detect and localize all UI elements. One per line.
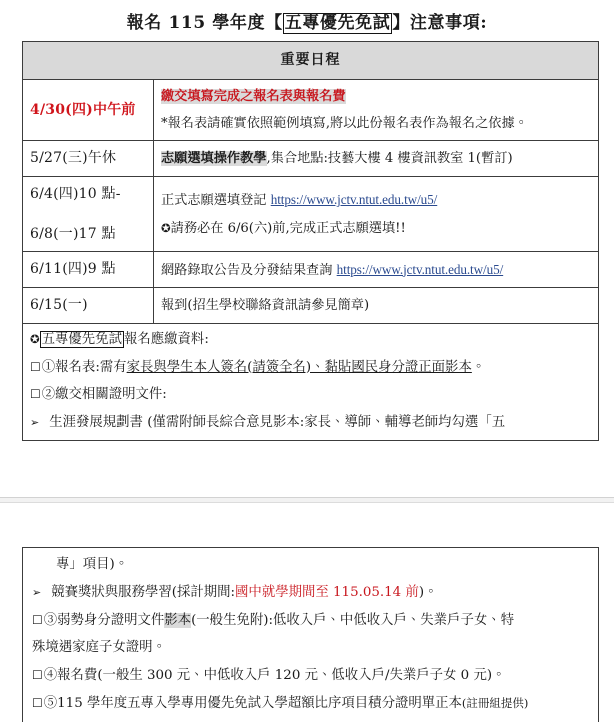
table-row (23, 252, 599, 288)
detail-text: 網路錄取公告及分發結果查詢 (161, 262, 337, 278)
row-date-cell: 5/27(三)午休 (23, 141, 154, 177)
detail-text: 正式志願選填登記 (161, 193, 271, 209)
highlight-text: 影本 (164, 612, 192, 628)
detail-line (161, 86, 591, 107)
list-item-number: ① (41, 359, 56, 375)
list-item-label: 報名表:需有 (55, 359, 127, 375)
row-date-cell: 4/30(四)中午前 (23, 79, 154, 141)
table-row (23, 177, 599, 252)
list-item (32, 694, 589, 715)
row-date-cell (23, 177, 154, 252)
detail-line (161, 259, 591, 281)
required-documents-cell (23, 323, 599, 440)
row-date-cell: 6/11(四)9 點 (23, 252, 154, 288)
checkbox-icon[interactable]: ☐ (30, 387, 41, 402)
detail-line (161, 189, 591, 211)
list-item-tail: 。 (471, 359, 486, 375)
continuation-line: 專」項目)。 (56, 557, 129, 572)
row-date-line-2: 6/8(一)17 點 (30, 225, 116, 242)
list-item (32, 611, 589, 632)
table-row (23, 288, 599, 324)
checkbox-icon[interactable]: ☐ (32, 695, 43, 710)
detail-line (161, 148, 591, 169)
list-item-text: 弱勢身分證明文件 (57, 612, 165, 628)
list-item-wrap: 殊境遇家庭子女證明。 (32, 640, 166, 656)
row-detail-cell (154, 79, 599, 141)
list-item-note: (註冊組提供) (461, 695, 529, 710)
list-item-number: ③ (43, 612, 58, 628)
row-detail-cell (154, 177, 599, 252)
documents-heading-boxed-term: 五專優先免試 (41, 331, 122, 347)
documents-row (23, 323, 599, 440)
list-item-red-text: 國中就學期間至 115.05.14 前 (235, 584, 419, 600)
detail-text: ,集合地點:技藝大樓 4 樓資訊教室 1(暫訂) (266, 151, 513, 167)
row-detail-cell (154, 288, 599, 324)
list-item-label: 繳交相關證明文件: (55, 387, 167, 403)
page-title (0, 8, 614, 34)
row-detail-cell (154, 252, 599, 288)
list-item-number: ② (41, 387, 56, 403)
row-date-cell: 6/15(一) (23, 288, 154, 324)
list-item (30, 385, 591, 406)
required-documents-continued (22, 547, 599, 722)
row-date-line-1: 6/4(四)10 點- (30, 186, 121, 203)
table-row (23, 141, 599, 177)
list-item-underlined-text: 家長與學生本人簽名(請簽全名)、黏貼國民身分證正面影本 (126, 359, 472, 375)
page-title-suffix: 】注意事項: (392, 13, 488, 33)
list-item-tail: )。 (418, 584, 438, 600)
schedule-table (22, 41, 599, 441)
arrow-bullet-icon: ➢ (32, 585, 42, 599)
star-bullet-icon: ✪ (161, 220, 171, 235)
list-item-tail: (一般生免附):低收入戶、中低收入戶、失業戶子女、特 (191, 612, 515, 628)
table-row (23, 79, 599, 141)
page-break-rule-bottom (0, 502, 614, 503)
highlight-red-text: 繳交填寫完成之報名表與報名費 (161, 88, 346, 104)
page-title-boxed-term: 五專優先免試 (284, 13, 391, 33)
star-bullet-icon: ✪ (30, 331, 40, 346)
list-item (30, 358, 591, 379)
checkbox-icon[interactable]: ☐ (30, 359, 41, 374)
schedule-header-label: 重要日程 (23, 42, 599, 80)
documents-heading (30, 330, 591, 351)
list-item-text: 報名費(一般生 300 元、中低收入戶 120 元、低收入戶/失業戶子女 0 元)。 (57, 668, 506, 684)
detail-line: *報名表請確實依照範例填寫,將以此份報名表作為報名之依據。 (161, 116, 528, 132)
list-item-text: 競賽獎狀與服務學習(採計期間: (51, 584, 236, 600)
arrow-bullet-icon: ➢ (30, 416, 40, 430)
page-break-separator (0, 490, 614, 530)
list-item (32, 666, 589, 687)
detail-line (161, 218, 591, 239)
detail-text: 請務必在 6/6(六)前,完成正式志願選填!! (170, 220, 406, 236)
detail-line: 報到(招生學校聯絡資訊請參見簡章) (161, 297, 370, 313)
highlight-text: 志願選填操作教學 (161, 151, 267, 167)
list-item-label: 生涯發展規劃書 (僅需附師長綜合意見影本:家長、導師、輔導老師均勾選「五 (49, 415, 506, 431)
list-item (30, 413, 591, 434)
list-item-text: 115 學年度五專入學專用優先免試入學超額比序項目積分證明單正本 (57, 695, 462, 711)
checkbox-icon[interactable]: ☐ (32, 668, 43, 683)
checkbox-icon[interactable]: ☐ (32, 612, 43, 627)
page-title-prefix: 報名 115 學年度【 (126, 13, 283, 33)
list-item-number: ⑤ (43, 695, 58, 711)
list-item (32, 583, 589, 604)
table-header-row (23, 42, 599, 80)
row-detail-cell (154, 141, 599, 177)
documents-heading-rest: 報名應繳資料: (123, 331, 209, 347)
document-page-2 (0, 530, 614, 711)
enrollment-system-link[interactable]: https://www.jctv.ntut.edu.tw/u5/ (270, 192, 438, 208)
result-query-link[interactable]: https://www.jctv.ntut.edu.tw/u5/ (336, 261, 504, 277)
list-item-number: ④ (43, 668, 58, 684)
